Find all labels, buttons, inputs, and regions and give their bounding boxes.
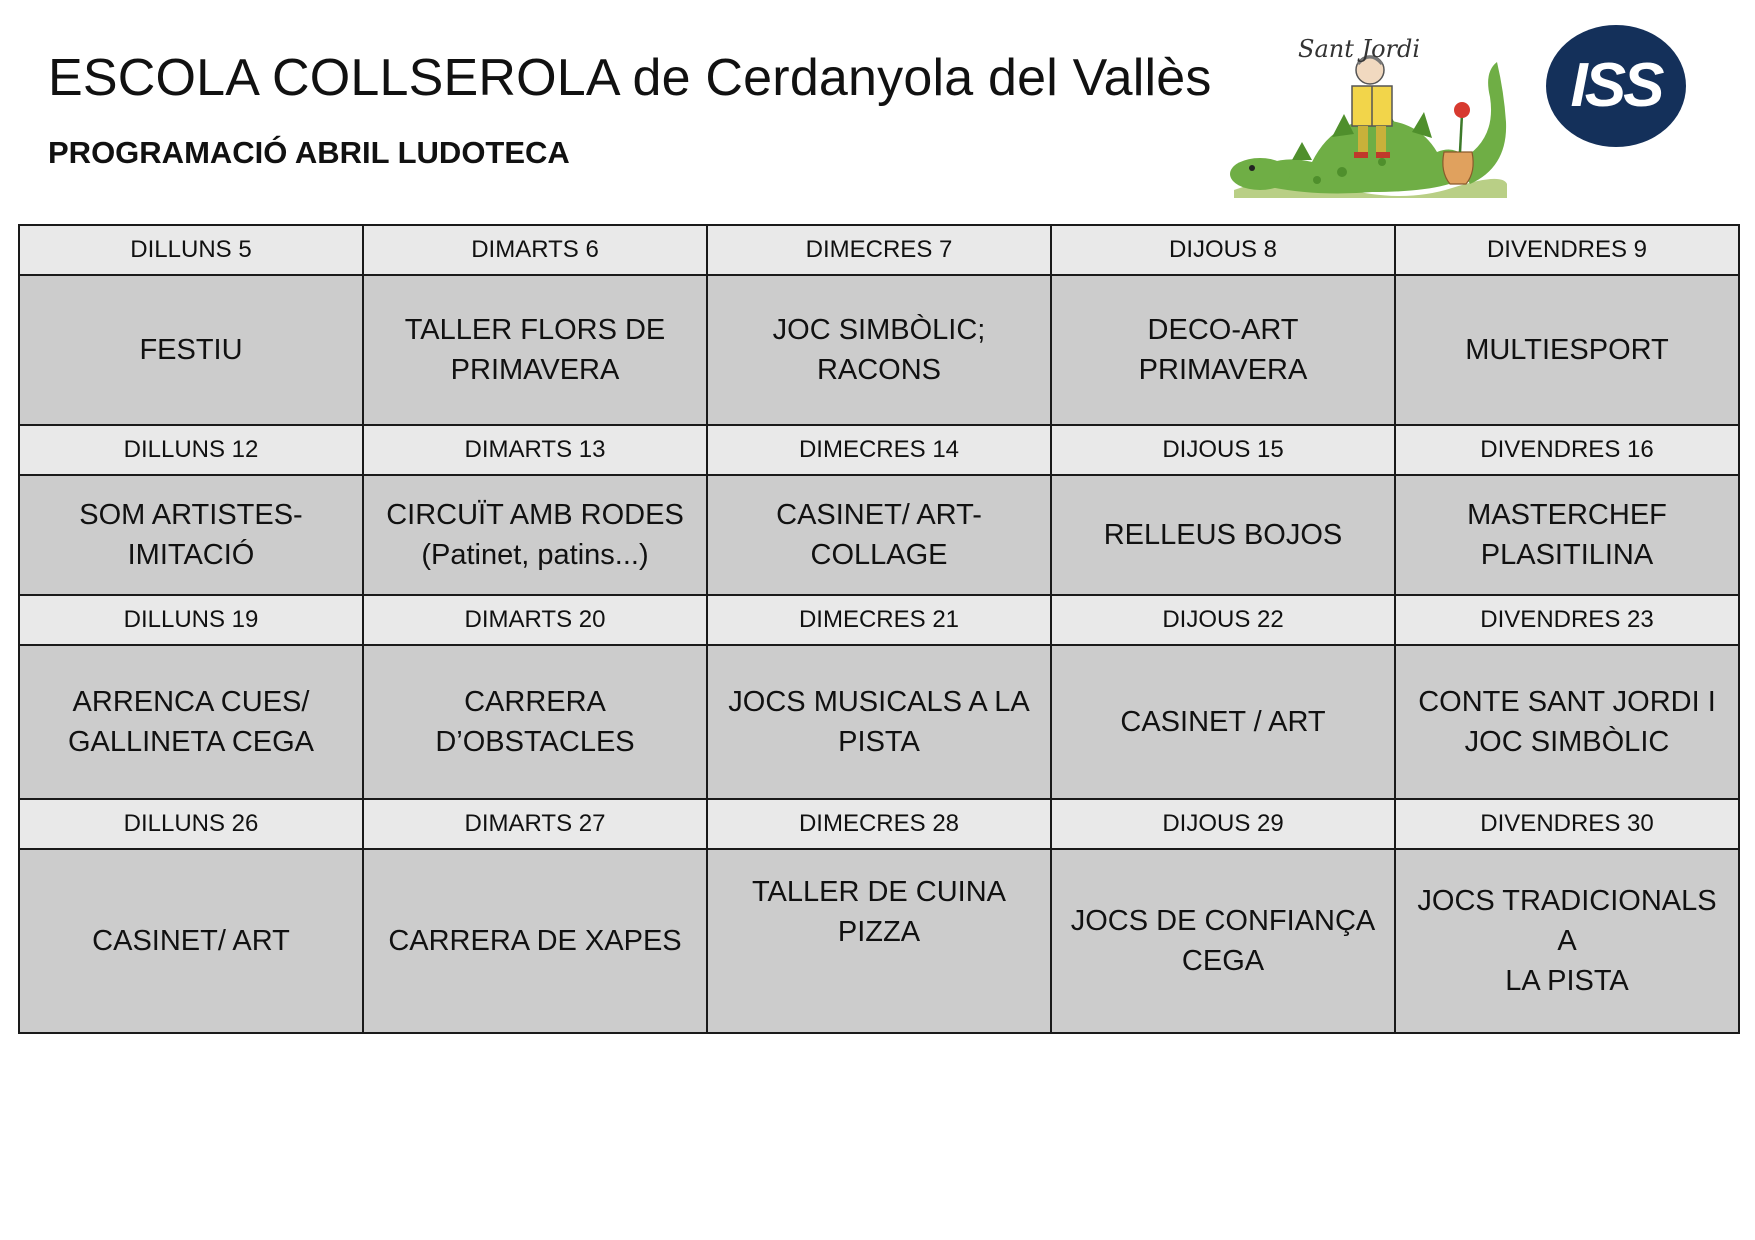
sant-jordi-caption: Sant Jordi [1298,35,1421,63]
day-header: DIJOUS 22 [1051,595,1395,645]
activity-row [19,645,1739,799]
activity-line: TALLER FLORS DE [404,313,666,346]
activity-line: COLLAGE [810,539,948,571]
activity-schedule-table [18,224,1740,1034]
activity-line: CASINET/ ART [92,924,290,957]
iss-logo-text: ISS [1570,51,1662,120]
activity-cell [19,475,363,595]
page-subtitle: PROGRAMACIÓ ABRIL LUDOTECA [48,135,570,170]
day-header: DIMECRES 14 [707,425,1051,475]
day-header: DIMECRES 21 [707,595,1051,645]
activity-cell [363,275,707,425]
activity-line: CIRCUÏT AMB RODES [386,498,684,531]
activity-cell [707,849,1051,1033]
activity-cell [363,849,707,1033]
activity-line: MASTERCHEF [1467,498,1667,531]
activity-line: GALLINETA CEGA [67,726,315,758]
day-header-row [19,799,1739,849]
day-header: DILLUNS 5 [19,225,363,275]
activity-row [19,849,1739,1033]
day-header-row [19,425,1739,475]
activity-line: CEGA [1181,945,1265,977]
day-header: DIJOUS 29 [1051,799,1395,849]
activity-line: PRIMAVERA [450,354,620,386]
activity-line: CARRERA [464,685,606,718]
activity-line: CARRERA DE XAPES [388,924,682,957]
activity-line: CASINET/ ART- [776,498,982,531]
day-header: DIJOUS 8 [1051,225,1395,275]
activity-line: JOCS MUSICALS A LA [728,685,1030,718]
activity-line: CONTE SANT JORDI I [1418,685,1716,718]
activity-cell [19,849,363,1033]
day-header: DIVENDRES 23 [1395,595,1739,645]
activity-cell [707,475,1051,595]
activity-cell [19,275,363,425]
activity-line: SOM ARTISTES- [79,498,303,531]
activity-cell [707,275,1051,425]
activity-row [19,275,1739,425]
page-title: ESCOLA COLLSEROLA de Cerdanyola del Vallès [48,49,1212,107]
activity-cell [1395,645,1739,799]
activity-row [19,475,1739,595]
day-header: DIJOUS 15 [1051,425,1395,475]
activity-line: JOCS TRADICIONALS A [1417,884,1717,957]
activity-line: TALLER DE CUINA [751,876,1007,908]
day-header: DILLUNS 12 [19,425,363,475]
activity-line: D’OBSTACLES [435,726,635,758]
activity-line: JOC SIMBÒLIC; [772,313,986,346]
activity-line: MULTIESPORT [1465,333,1669,366]
day-header: DIVENDRES 16 [1395,425,1739,475]
day-header-row [19,595,1739,645]
activity-cell [1051,275,1395,425]
activity-cell [707,645,1051,799]
activity-line: RACONS [816,354,942,386]
activity-line: LA PISTA [1505,965,1629,997]
activity-line: ARRENCA CUES/ [72,685,310,718]
sant-jordi-dragon-icon [1222,2,1512,204]
day-header: DIMECRES 7 [707,225,1051,275]
activity-cell [19,645,363,799]
activity-line: RELLEUS BOJOS [1103,518,1343,551]
activity-cell [1395,275,1739,425]
activity-line: PIZZA [837,916,921,949]
activity-cell [363,645,707,799]
activity-cell [1051,849,1395,1033]
activity-line: PISTA [838,726,920,758]
activity-line: IMITACIÓ [127,539,255,571]
activity-line: JOC SIMBÒLIC [1464,726,1670,758]
activity-line: JOCS DE CONFIANÇA [1070,904,1376,937]
activity-line: (Patinet, patins...) [421,539,649,571]
activity-cell [1051,645,1395,799]
day-header: DIMARTS 13 [363,425,707,475]
day-header: DIVENDRES 30 [1395,799,1739,849]
day-header: DIMARTS 20 [363,595,707,645]
day-header: DILLUNS 19 [19,595,363,645]
activity-cell [363,475,707,595]
day-header: DIMARTS 27 [363,799,707,849]
activity-cell [1051,475,1395,595]
day-header: DILLUNS 26 [19,799,363,849]
day-header: DIMECRES 28 [707,799,1051,849]
activity-line: DECO-ART PRIMAVERA [1138,313,1308,386]
activity-cell [1395,475,1739,595]
activity-line: PLASITILINA [1480,539,1654,571]
activity-cell [1395,849,1739,1033]
activity-line: CASINET / ART [1120,705,1326,738]
day-header: DIVENDRES 9 [1395,225,1739,275]
activity-line: FESTIU [139,333,243,366]
day-header: DIMARTS 6 [363,225,707,275]
day-header-row [19,225,1739,275]
